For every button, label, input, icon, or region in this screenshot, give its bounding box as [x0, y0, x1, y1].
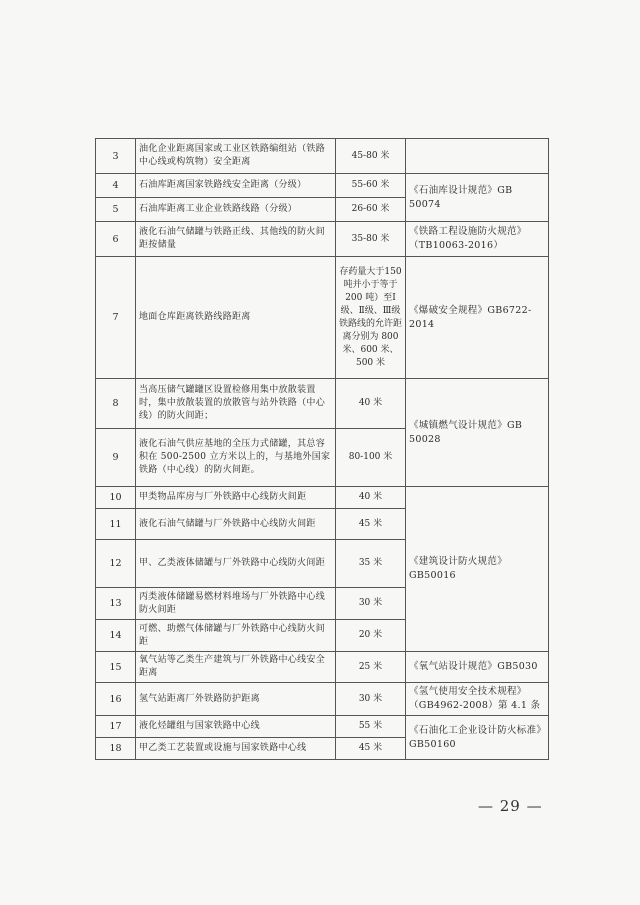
- row-description: 液化石油气供应基地的全压力式储罐，其总容积在 500-2500 立方米以上的，与基地外国家铁路（中心线）的防火间距。: [136, 429, 336, 487]
- row-distance: 45 米: [336, 509, 406, 540]
- row-number: 6: [96, 222, 136, 257]
- row-description: 甲类物品库房与厂外铁路中心线防火间距: [136, 487, 336, 509]
- row-distance: 25 米: [336, 652, 406, 683]
- row-description: 油化企业距离国家或工业区铁路编组站（铁路中心线或构筑物）安全距离: [136, 139, 336, 174]
- row-distance: 45 米: [336, 738, 406, 760]
- standard-cell: 《氧气站设计规范》GB5030: [406, 652, 549, 683]
- standard-cell: 《石油化工企业设计防火标准》GB50160: [406, 716, 549, 760]
- table-row: [96, 174, 549, 198]
- standard-cell: 《氢气使用安全技术规程》（GB4962-2008）第 4.1 条: [406, 683, 549, 716]
- page-number: — 29 —: [478, 797, 543, 815]
- row-description: 氢气站距离厂外铁路防护距离: [136, 683, 336, 716]
- table-row: [96, 222, 549, 257]
- table-row: [96, 716, 549, 738]
- row-number: 17: [96, 716, 136, 738]
- distance-table: [95, 138, 549, 760]
- row-number: 5: [96, 198, 136, 222]
- row-number: 18: [96, 738, 136, 760]
- standard-cell: 《建筑设计防火规范》GB50016: [406, 487, 549, 652]
- row-description: 液化烃罐组与国家铁路中心线: [136, 716, 336, 738]
- row-distance: 20 米: [336, 620, 406, 652]
- row-number: 13: [96, 588, 136, 620]
- row-distance: 55 米: [336, 716, 406, 738]
- table-row: [96, 139, 549, 174]
- table-row: [96, 652, 549, 683]
- standard-cell: 《城镇燃气设计规范》GB 50028: [406, 379, 549, 487]
- row-distance: 80-100 米: [336, 429, 406, 487]
- standard-cell: 《爆破安全规程》GB6722-2014: [406, 257, 549, 379]
- row-number: 16: [96, 683, 136, 716]
- row-description: 地面仓库距离铁路线路距离: [136, 257, 336, 379]
- row-number: 8: [96, 379, 136, 429]
- row-number: 11: [96, 509, 136, 540]
- row-distance: 40 米: [336, 487, 406, 509]
- row-number: 10: [96, 487, 136, 509]
- row-distance: 26-60 米: [336, 198, 406, 222]
- row-number: 14: [96, 620, 136, 652]
- row-description: 可燃、助燃气体储罐与厂外铁路中心线防火间距: [136, 620, 336, 652]
- row-distance: 35 米: [336, 540, 406, 588]
- row-description: 石油库距离国家铁路线安全距离（分级）: [136, 174, 336, 198]
- row-number: 9: [96, 429, 136, 487]
- standard-cell: 《石油库设计规范》GB 50074: [406, 174, 549, 222]
- row-description: 液化石油气储罐与铁路正线、其他线的防火间距按储量: [136, 222, 336, 257]
- row-description: 当高压储气罐罐区设置检修用集中放散装置时，集中放散装置的放散管与站外铁路（中心线）的防火间距；: [136, 379, 336, 429]
- row-number: 3: [96, 139, 136, 174]
- row-description: 甲乙类工艺装置或设施与国家铁路中心线: [136, 738, 336, 760]
- table-row: [96, 379, 549, 429]
- row-distance: 35-80 米: [336, 222, 406, 257]
- table-row: [96, 487, 549, 509]
- row-description: 甲、乙类液体储罐与厂外铁路中心线防火间距: [136, 540, 336, 588]
- row-number: 4: [96, 174, 136, 198]
- row-description: 氧气站等乙类生产建筑与厂外铁路中心线安全距离: [136, 652, 336, 683]
- row-distance: 40 米: [336, 379, 406, 429]
- row-description: 丙类液体储罐易燃材料堆场与厂外铁路中心线防火间距: [136, 588, 336, 620]
- row-number: 7: [96, 257, 136, 379]
- row-distance: 30 米: [336, 588, 406, 620]
- row-distance: 存药量大于150 吨并小于等于 200 吨）至Ⅰ级、Ⅱ级、Ⅲ级铁路线的允许距离分别为 800 米、600 米、500 米: [336, 257, 406, 379]
- row-distance: 45-80 米: [336, 139, 406, 174]
- row-distance: 55-60 米: [336, 174, 406, 198]
- standard-cell: [406, 139, 549, 174]
- row-distance: 30 米: [336, 683, 406, 716]
- table-row: [96, 257, 549, 379]
- row-number: 15: [96, 652, 136, 683]
- row-description: 石油库距离工业企业铁路线路（分级）: [136, 198, 336, 222]
- row-description: 液化石油气储罐与厂外铁路中心线防火间距: [136, 509, 336, 540]
- standard-cell: 《铁路工程设施防火规范》（TB10063-2016）: [406, 222, 549, 257]
- table-row: [96, 683, 549, 716]
- row-number: 12: [96, 540, 136, 588]
